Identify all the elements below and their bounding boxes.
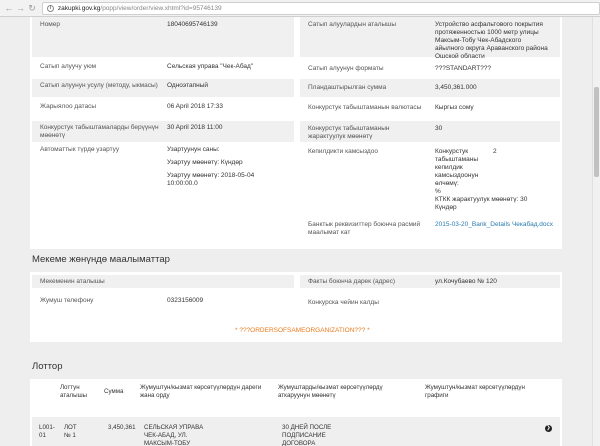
planned-sum-label: Пландаштырылган сумма — [308, 84, 387, 91]
currency-value: Кыргыз сому — [435, 104, 474, 111]
lots-section-title: Лоттор — [32, 361, 63, 372]
org-panel — [30, 272, 562, 342]
lot-place-line-2: ЧЕК-АБАД, УЛ. — [144, 432, 188, 439]
row-shade — [32, 17, 294, 57]
lots-panel — [30, 379, 562, 446]
method-value: Одноэтапный — [167, 82, 209, 89]
format-value: ???STANDART??? — [435, 65, 492, 72]
buyer-org-value: Сельская управа "Чек-Абад" — [167, 63, 254, 70]
submission-deadline-label: Конкурстук табыштамаларды берүүнүн мөөнөтү — [40, 124, 159, 140]
planned-sum-value: 3,450,361.000 — [435, 84, 477, 91]
scrollbar-thumb[interactable] — [594, 87, 599, 177]
lot-place-line-1: СЕЛЬСКАЯ УПРАВА — [144, 424, 204, 431]
guarantee-line-8: Күндөр — [435, 204, 457, 211]
guarantee-label: Кепилдикти камсыздоо — [308, 148, 378, 155]
submission-deadline-value: 30 April 2018 11:00 — [167, 124, 223, 131]
chevron-right-icon[interactable]: ❯ — [546, 425, 551, 431]
order-number-label: Номер — [40, 21, 61, 28]
th-schedule-line-1: Жумуштун/кызмат көрсөтүүлөрдүн — [425, 384, 525, 391]
th-place-line-2: жана орду — [140, 392, 170, 399]
purchase-title-line-2: протяженностью 1000 метр улицы — [435, 29, 539, 36]
purchase-title-line-4: айылного округа Араванского района — [435, 45, 548, 52]
address-bar[interactable] — [42, 2, 600, 15]
lot-name-line-1: ЛОТ — [64, 424, 77, 431]
org-address-label: Факты боюнча дарек (адрес) — [308, 278, 396, 285]
format-label: Сатып алуунун форматы — [308, 65, 384, 72]
method-label: Сатып алуунун усулу (методу, ыкмасы) — [40, 82, 158, 89]
auto-extend-line-2: Узартуу мөөнөтү: Күндөр — [167, 159, 243, 166]
order-number-value: 18040695746139 — [167, 21, 218, 28]
lot-term-line-1: 30 ДНЕЙ ПОСЛЕ — [282, 424, 332, 431]
th-lot-line-2: аталышы — [60, 392, 87, 399]
guarantee-line-6: % — [435, 188, 441, 195]
url-path: /popp/view/order/view.xhtml?id=95746139 — [100, 4, 222, 12]
th-place-line-1: Жумуштун/кызмат көрсөтүүлөрдүн дареги — [140, 384, 262, 391]
lot-sum: 3,450,361 — [108, 424, 136, 431]
guarantee-line-5: өлчөмү: — [435, 180, 459, 187]
purchase-title-line-3: Максым-Тобу Чек-Абадского — [435, 37, 522, 44]
lot-term-line-3: ДОГОВОРА — [282, 440, 316, 446]
org-name-label: Мекеменин аталышы — [40, 278, 105, 285]
org-phone-label: Жумуш телефону — [40, 297, 94, 304]
org-phone-value: 0323156009 — [167, 297, 204, 304]
guarantee-line-7: КТКК жарактуулук мөөнөтү: 30 — [435, 196, 528, 203]
purchase-title-line-5: Ошской области — [435, 53, 485, 60]
browser-toolbar — [0, 0, 600, 17]
auto-extend-line-1: Узартуунун саны: — [167, 146, 220, 153]
auto-extend-line-4: 10:00:00.0 — [167, 180, 198, 187]
th-schedule-line-2: графиги — [425, 392, 449, 399]
auto-extend-line-3: Узартуу мөөнөтү: 2018-05-04 — [167, 172, 255, 179]
th-term-line-2: аткаруунун мөөнөтү — [278, 392, 336, 399]
back-icon[interactable]: ← — [4, 3, 14, 13]
guarantee-line-2: табыштаманы — [435, 156, 478, 163]
orders-placeholder: * ???ORDERSOFSAMEORGANIZATION??? * — [235, 327, 370, 334]
auto-extend-label: Автоматтык түрдө узартуу — [40, 146, 120, 153]
purchase-title-label: Сатып алуулардын аталышы — [308, 21, 397, 28]
th-sum: Сумма — [104, 388, 124, 395]
page-scrollbar[interactable] — [592, 17, 600, 446]
lot-name-line-2: № 1 — [64, 432, 76, 439]
lot-id-line-2: 01 — [39, 432, 46, 439]
currency-label: Конкурстук табыштаманын валютасы — [308, 104, 422, 111]
validity-label: Конкурстук табыштаманын жарактуулук мөөнөтү — [308, 125, 390, 141]
th-lot-line-1: Лоттун — [60, 384, 80, 391]
lot-place-line-3: МАКСЫМ-ТОБУ — [144, 440, 191, 446]
guarantee-line-1: Конкурстук — [435, 148, 469, 155]
th-term-line-1: Жумуштарды/кызмат көрсөтүүлөрдү — [278, 384, 383, 391]
order-details-panel — [30, 17, 562, 249]
org-section-title: Мекеме жөнүндө маалыматтар — [32, 254, 170, 265]
reload-icon[interactable]: ↻ — [28, 2, 36, 13]
guarantee-line-4: камсыздоонун — [435, 172, 479, 179]
bank-details-link[interactable]: 2015-03-20_Bank_Details Чекабад.docx — [435, 221, 554, 228]
purchase-title-line-1: Устройство асфальтового покрытия — [435, 21, 543, 28]
guarantee-line-3: кепилдик — [435, 164, 463, 171]
publish-date-label: Жарыялоо датасы — [40, 103, 97, 110]
guarantee-value: 2 — [493, 148, 497, 155]
publish-date-value: 06 April 2018 17:33 — [167, 103, 224, 110]
site-info-icon[interactable]: i — [47, 5, 54, 12]
lot-term-line-2: ПОДПИСАНИЕ — [282, 432, 326, 439]
forward-icon[interactable]: → — [15, 3, 25, 13]
validity-value: 30 — [435, 125, 443, 132]
lot-id-line-1: L001- — [39, 424, 55, 431]
contest-remaining-label: Конкурска чейин калды — [308, 299, 379, 306]
buyer-org-label: Сатып алуучу уюм — [40, 63, 97, 70]
org-address-value: ул.Кочубаево № 120 — [435, 278, 497, 285]
url-host: zakupki.gov.kg — [57, 4, 101, 12]
page-viewport — [0, 17, 592, 446]
bank-details-label: Банктык реквизиттер боюнча расмий маалымат кат — [308, 221, 421, 237]
